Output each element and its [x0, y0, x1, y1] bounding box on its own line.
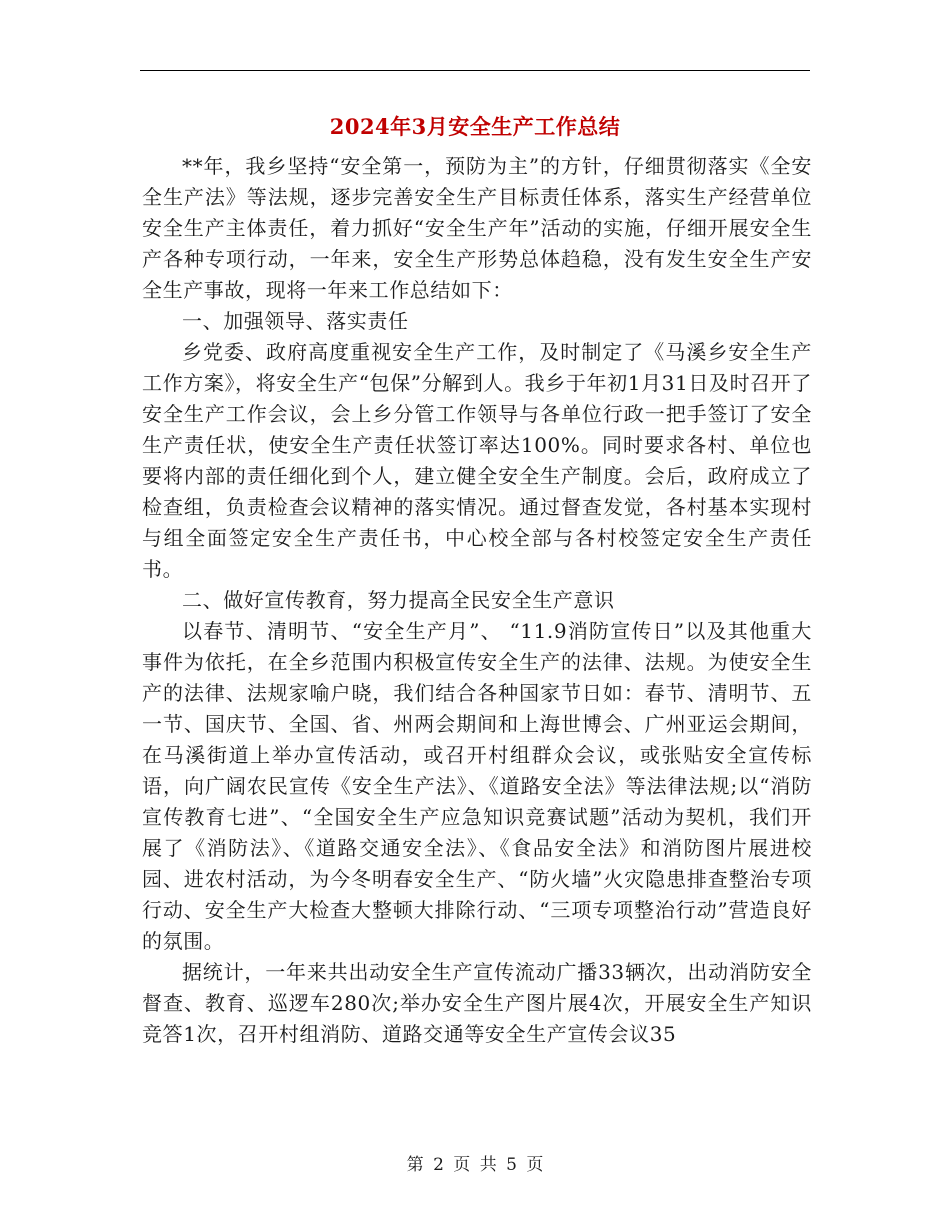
- section-2-paragraph: 以春节、清明节、“安全生产月”、 “11.9消防宣传日”以及其他重大事件为依托，在全乡范围内积极宣传安全生产的法律、法规。为使安全生产的法律、法规家喻户晓，我们结合各种国家节日如：春节、清明节、五一节、国庆节、全国、省、州两会期间和上海世博会、广州亚运会期间，在马溪街道上举办宣传活动，或召开村组群众会议，或张贴安全宣传标语，向广阔农民宣传《安全生产法》、《道路安全法》等法律法规;以“消防宣传教育七进”、“全国安全生产应急知识竞赛试题”活动为契机，我们开展了《消防法》、《道路交通安全法》、《食品安全法》和消防图片展进校园、进农村活动，为今冬明春安全生产、“防火墙”火灾隐患排查整治专项行动、安全生产大检查大整顿大排除行动、“三项专项整治行动”营造良好的氛围。: [142, 619, 812, 953]
- footer-page-word: 页: [453, 1155, 471, 1175]
- footer-prefix: 第: [406, 1155, 424, 1175]
- current-page-number: 2: [433, 1155, 444, 1175]
- section-heading-2: 二、做好宣传教育，努力提高全民安全生产意识: [182, 588, 615, 612]
- footer-suffix: 页: [526, 1155, 544, 1175]
- footer-total-word: 共: [479, 1155, 497, 1175]
- section-1-paragraph: 乡党委、政府高度重视安全生产工作，及时制定了《马溪乡安全生产工作方案》，将安全生产“包保”分解到人。我乡于年初1月31日及时召开了安全生产工作会议，会上乡分管工作领导与各单位行政一把手签订了安全生产责任状，使安全生产责任状签订率达100%。同时要求各村、单位也要将内部的责任细化到个人，建立健全安全生产制度。会后，政府成立了检查组，负责检查会议精神的落实情况。通过督查发觉，各村基本实现村与组全面签定安全生产责任书，中心校全部与各村校签定安全生产责任书。: [142, 340, 812, 581]
- document-title: 2024年3月安全生产工作总结: [329, 114, 621, 139]
- header-rule: [140, 70, 810, 71]
- statistics-paragraph: 据统计，一年来共出动安全生产宣传流动广播33辆次，出动消防安全督查、教育、巡逻车280次;举办安全生产图片展4次，开展安全生产知识竞答1次，召开村组消防、道路交通等安全生产宣传会议35: [142, 960, 812, 1046]
- page-footer: [0, 1153, 950, 1177]
- section-heading-1: 一、加强领导、落实责任: [182, 309, 409, 333]
- total-pages-number: 5: [506, 1155, 517, 1175]
- document-body: [142, 151, 812, 1050]
- intro-paragraph: **年，我乡坚持“安全第一，预防为主”的方针，仔细贯彻落实《全安全生产法》等法规，逐步完善安全生产目标责任体系，落实生产经营单位安全生产主体责任，着力抓好“安全生产年”活动的实施，仔细开展安全生产各种专项行动，一年来，安全生产形势总体趋稳，没有发生安全生产安全生产事故，现将一年来工作总结如下：: [142, 154, 812, 302]
